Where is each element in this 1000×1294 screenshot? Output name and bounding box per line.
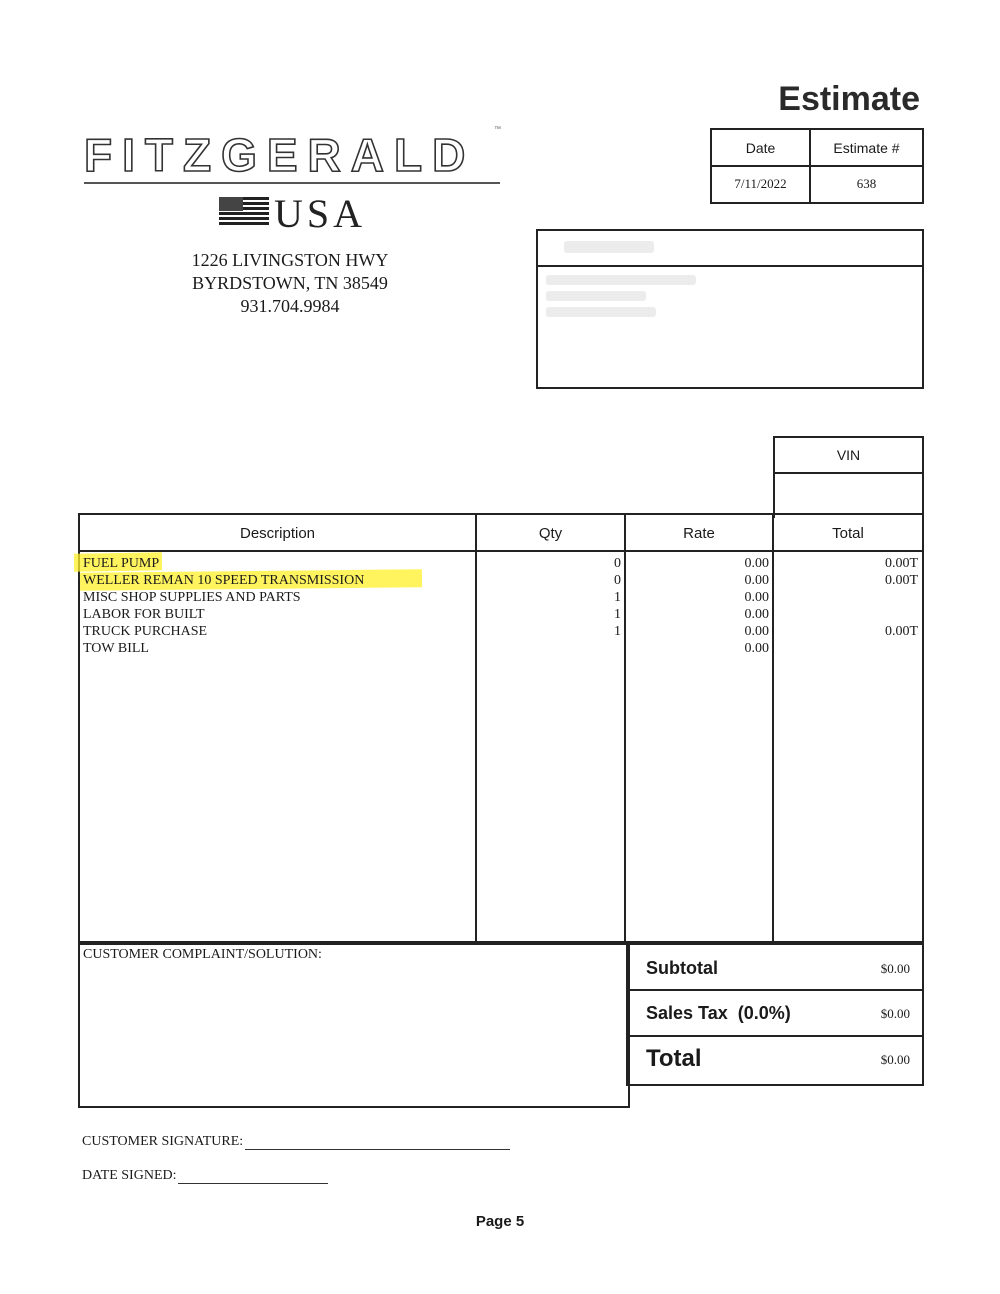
company-phone: 931.704.9984 <box>240 296 340 316</box>
sales-tax-value: $0.00 <box>880 1006 910 1021</box>
table-row-description: LABOR FOR BUILT <box>83 607 205 622</box>
redacted-line <box>546 291 646 301</box>
address-line-2: BYRDSTOWN, TN 38549 <box>192 273 388 293</box>
header-qty: Qty <box>538 525 563 542</box>
customer-signature-label: CUSTOMER SIGNATURE: <box>82 1134 244 1149</box>
table-row-rate: 0.00 <box>744 590 769 605</box>
table-row-rate: 0.00 <box>744 573 769 588</box>
date-value: 7/11/2022 <box>734 176 787 191</box>
company-logo-usa: USA <box>274 191 367 236</box>
bill-to-box <box>536 229 924 389</box>
table-row-description: FUEL PUMP <box>83 556 160 571</box>
header-total: Total <box>832 525 864 542</box>
vin-label: VIN <box>836 447 861 463</box>
line-items-table <box>78 513 924 945</box>
table-row-qty: 0 <box>614 556 621 571</box>
table-row-qty: 1 <box>614 607 621 622</box>
table-row-qty: 1 <box>614 624 621 639</box>
address-line-1: 1226 LIVINGSTON HWY <box>191 250 389 270</box>
page-number: Page 5 <box>475 1213 525 1230</box>
table-row-rate: 0.00 <box>744 641 769 656</box>
table-row-total: 0.00T <box>884 573 918 588</box>
table-row-rate: 0.00 <box>744 607 769 622</box>
estimate-info-box <box>710 128 924 204</box>
estimate-number-label: Estimate # <box>833 140 900 156</box>
logo-underline <box>84 182 500 184</box>
document-title: Estimate <box>778 80 920 118</box>
estimate-number-value: 638 <box>856 176 877 191</box>
table-row-total: 0.00T <box>884 556 918 571</box>
trademark-mark: ™ <box>494 126 501 133</box>
totals-box <box>626 941 924 1086</box>
table-row-total: 0.00T <box>884 624 918 639</box>
company-logo-wordmark: FITZGERALD <box>84 129 476 181</box>
complaint-label: CUSTOMER COMPLAINT/SOLUTION: <box>83 947 322 962</box>
redacted-name <box>564 241 654 253</box>
table-row-description: TOW BILL <box>83 641 149 656</box>
table-row-rate: 0.00 <box>744 556 769 571</box>
total-label: Total <box>646 1045 702 1072</box>
table-row-rate: 0.00 <box>744 624 769 639</box>
table-row-qty: 1 <box>614 590 621 605</box>
table-row-description: MISC SHOP SUPPLIES AND PARTS <box>83 590 301 605</box>
table-row-description: WELLER REMAN 10 SPEED TRANSMISSION <box>83 573 365 588</box>
header-rate: Rate <box>683 525 715 542</box>
header-description: Description <box>239 525 316 542</box>
subtotal-value: $0.00 <box>880 961 910 976</box>
customer-complaint-box <box>78 941 630 1108</box>
us-flag-icon <box>219 197 269 227</box>
redacted-line <box>546 307 656 317</box>
date-signed-label: DATE SIGNED: <box>82 1168 177 1183</box>
vin-box <box>773 436 924 518</box>
date-signed-line[interactable] <box>178 1183 328 1184</box>
table-row-description: TRUCK PURCHASE <box>83 624 208 639</box>
subtotal-label: Subtotal <box>646 958 718 978</box>
sales-tax-label: Sales Tax (0.0%) <box>646 1003 791 1023</box>
customer-signature-line[interactable] <box>245 1149 510 1150</box>
table-row-qty: 0 <box>614 573 621 588</box>
redacted-line <box>546 275 696 285</box>
date-label: Date <box>745 140 776 156</box>
total-value: $0.00 <box>880 1052 910 1067</box>
